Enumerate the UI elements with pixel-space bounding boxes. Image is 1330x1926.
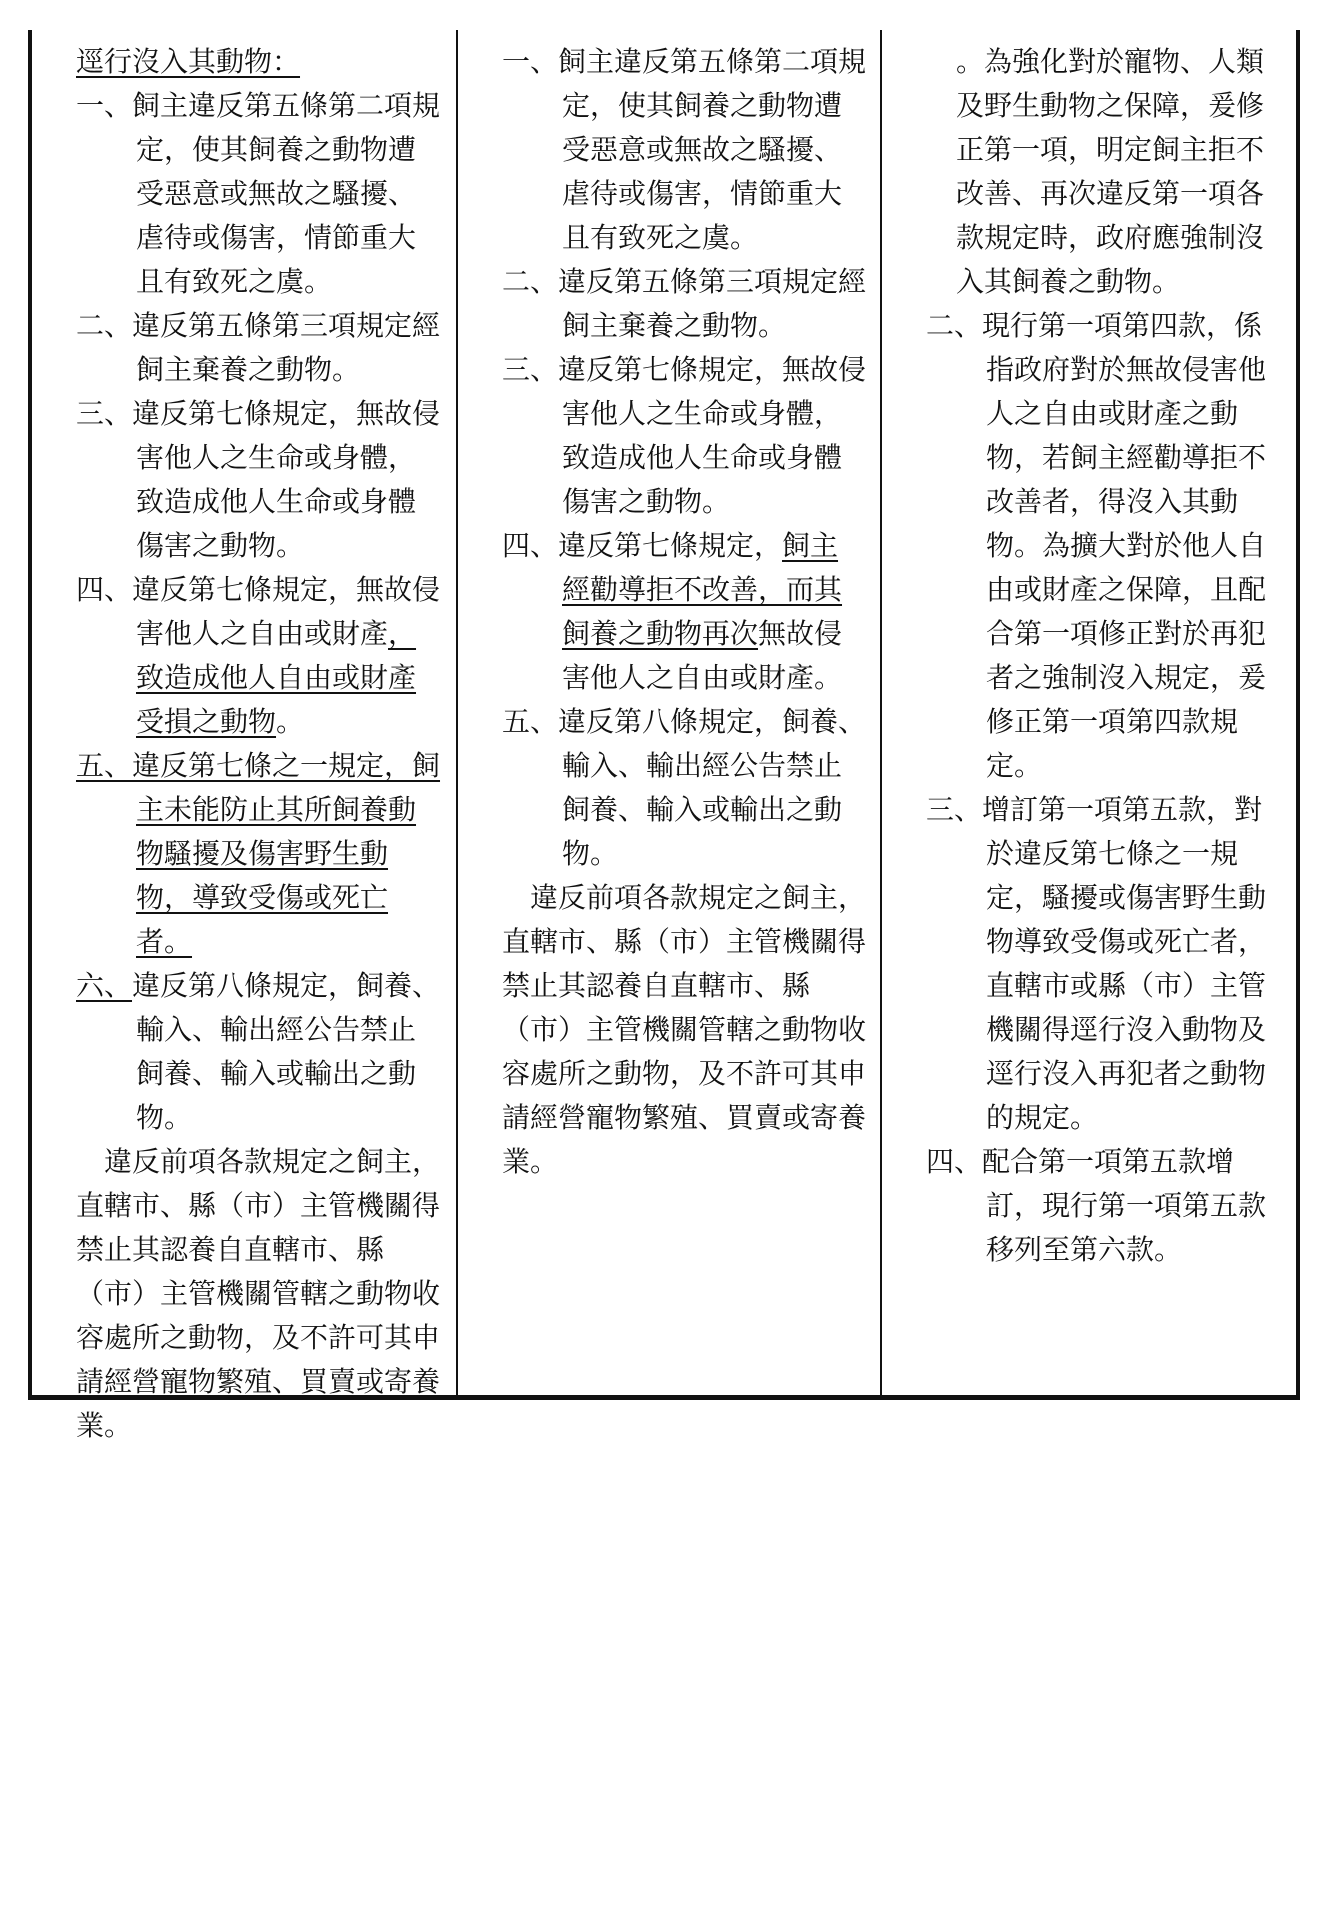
list-item: 六、違反第八條規定，飼養、輸入、輸出經公告禁止飼養、輸入或輸出之動物。 xyxy=(76,969,441,1134)
current-text-column xyxy=(456,30,880,1395)
list-item: 四、違反第七條規定，無故侵害他人之自由或財產，致造成他人自由或財產受損之動物。 xyxy=(76,573,441,738)
explanation-column xyxy=(880,30,1296,1395)
list-item: 三、違反第七條規定，無故侵害他人之生命或身體，致造成他人生命或身體傷害之動物。 xyxy=(76,397,441,562)
closing-paragraph: 違反前項各款規定之飼主，直轄市、縣（市）主管機關得禁止其認養自直轄市、縣（市）主管機關管轄之動物收容處所之動物，及不許可其申請經營寵物繁殖、買賣或寄養業。 xyxy=(76,1145,441,1442)
list-item: 五、違反第七條之一規定，飼主未能防止其所飼養動物騷擾及傷害野生動物，導致受傷或死亡者。 xyxy=(76,749,441,958)
list-item: 四、配合第一項第五款增訂，現行第一項第五款移列至第六款。 xyxy=(926,1145,1267,1266)
list-item: 三、違反第七條規定，無故侵害他人之生命或身體，致造成他人生命或身體傷害之動物。 xyxy=(502,353,867,518)
list-item: 二、違反第五條第三項規定經飼主棄養之動物。 xyxy=(502,265,867,342)
list-item: 一、飼主違反第五條第二項規定，使其飼養之動物遭受惡意或無故之騷擾、虐待或傷害，情節重大且有致死之虞。 xyxy=(502,45,867,254)
list-item: 二、現行第一項第四款，係指政府對於無故侵害他人之自由或財產之動物，若飼主經勸導拒不改善者，得沒入其動物。為擴大對於他人自由或財產之保障，且配合第一項修正對於再犯者之強制沒入規定，爰修正第一項第四款規定。 xyxy=(926,309,1267,782)
list-item: 三、增訂第一項第五款，對於違反第七條之一規定，騷擾或傷害野生動物導致受傷或死亡者，直轄市或縣（市）主管機關得逕行沒入動物及逕行沒入再犯者之動物的規定。 xyxy=(926,793,1267,1134)
lead-line: 逕行沒入其動物： xyxy=(76,45,301,78)
list-item: 一、飼主違反第五條第二項規定，使其飼養之動物遭受惡意或無故之騷擾、虐待或傷害，情節重大且有致死之虞。 xyxy=(76,89,441,298)
comparison-table xyxy=(28,30,1300,1442)
list-item: 五、違反第八條規定，飼養、輸入、輸出經公告禁止飼養、輸入或輸出之動物。 xyxy=(502,705,867,870)
explanation-lead: 。為強化對於寵物、人類及野生動物之保障，爰修正第一項，明定飼主拒不改善、再次違反第一項各款規定時，政府應強制沒入其飼養之動物。 xyxy=(956,45,1265,298)
list-item: 二、違反第五條第三項規定經飼主棄養之動物。 xyxy=(76,309,441,386)
list-item: 四、違反第七條規定，飼主經勸導拒不改善，而其飼養之動物再次無故侵害他人之自由或財產。 xyxy=(502,529,843,694)
closing-paragraph: 違反前項各款規定之飼主，直轄市、縣（市）主管機關得禁止其認養自直轄市、縣（市）主管機關管轄之動物收容處所之動物，及不許可其申請經營寵物繁殖、買賣或寄養業。 xyxy=(502,881,867,1178)
amended-text-column xyxy=(32,30,456,1442)
